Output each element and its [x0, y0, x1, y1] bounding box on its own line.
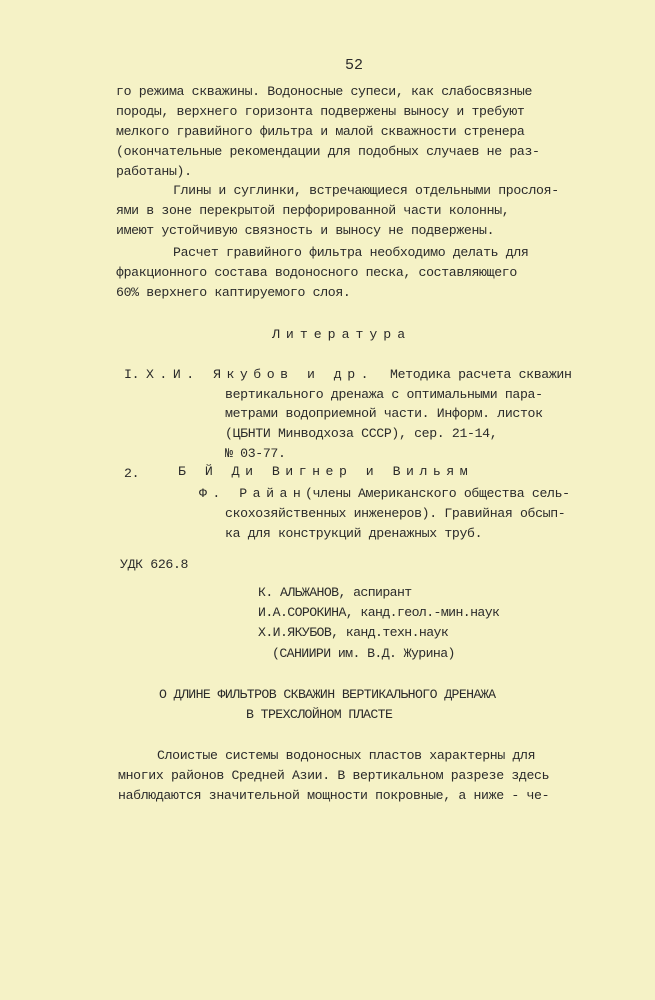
text-line: Слоистые системы водоносных пластов характерны для: [157, 748, 536, 763]
author-line: И.А.СОРОКИНА, канд.геол.-мин.наук: [258, 605, 500, 620]
author-affiliation: (САНИИРИ им. В.Д. Журина): [272, 646, 455, 661]
text-line: мелкого гравийного фильтра и малой скважности стренера: [116, 124, 525, 139]
literature-heading: Литература: [272, 327, 412, 342]
author-line: Х.И.ЯКУБОВ, канд.техн.наук: [258, 625, 449, 640]
author-line: К. АЛЬЖАНОВ, аспирант: [258, 585, 412, 600]
text-line: го режима скважины. Водоносные супеси, как слабосвязные: [116, 84, 533, 99]
ref-author: Б Й Ди Вигнер и Вильям: [178, 464, 474, 479]
ref-text-line: Методика расчета скважин: [390, 367, 572, 382]
page-number: 52: [345, 57, 364, 74]
ref-author: Х.И. Якубов и др.: [146, 367, 375, 382]
ref-text-line: (члены Американского общества сель-: [305, 486, 570, 501]
text-line: породы, верхнего горизонта подвержены выносу и требуют: [116, 104, 525, 119]
text-line: Расчет гравийного фильтра необходимо делать для: [173, 245, 529, 260]
text-line: многих районов Средней Азии. В вертикальном разрезе здесь: [118, 768, 550, 783]
text-line: Глины и суглинки, встречающиеся отдельными прослоя-: [173, 183, 559, 198]
ref-text-line: (ЦБНТИ Минводхоза СССР), сер. 21-14,: [225, 426, 498, 441]
text-line: (окончательные рекомендации для подобных случаев не раз-: [116, 144, 540, 159]
ref-text-line: № 03-77.: [225, 446, 286, 461]
text-line: работаны).: [116, 164, 192, 179]
ref-author-2: Ф. Райан: [199, 486, 307, 501]
text-line: наблюдаются значительной мощности покровные, а ниже - че-: [118, 788, 550, 803]
udk-code: УДК 626.8: [120, 557, 189, 572]
ref-text-line: ка для конструкций дренажных труб.: [225, 526, 483, 541]
ref-number: I.: [124, 367, 140, 382]
text-line: 60% верхнего каптируемого слоя.: [116, 285, 351, 300]
ref-text-line: метрами водоприемной части. Информ. листок: [225, 406, 543, 421]
text-line: ями в зоне перекрытой перфорированной части колонны,: [116, 203, 510, 218]
article-title-line: О ДЛИНЕ ФИЛЬТРОВ СКВАЖИН ВЕРТИКАЛЬНОГО ДРЕНАЖА: [159, 687, 496, 702]
text-line: фракционного состава водоносного песка, составляющего: [116, 265, 517, 280]
text-line: имеют устойчивую связность и выносу не подвержены.: [116, 223, 495, 238]
article-title-line: В ТРЕХСЛОЙНОМ ПЛАСТЕ: [246, 707, 393, 722]
ref-number: 2.: [124, 466, 140, 481]
ref-text-line: скохозяйственных инженеров). Гравийная обсып-: [225, 506, 566, 521]
ref-text-line: вертикального дренажа с оптимальными пара-: [225, 387, 543, 402]
